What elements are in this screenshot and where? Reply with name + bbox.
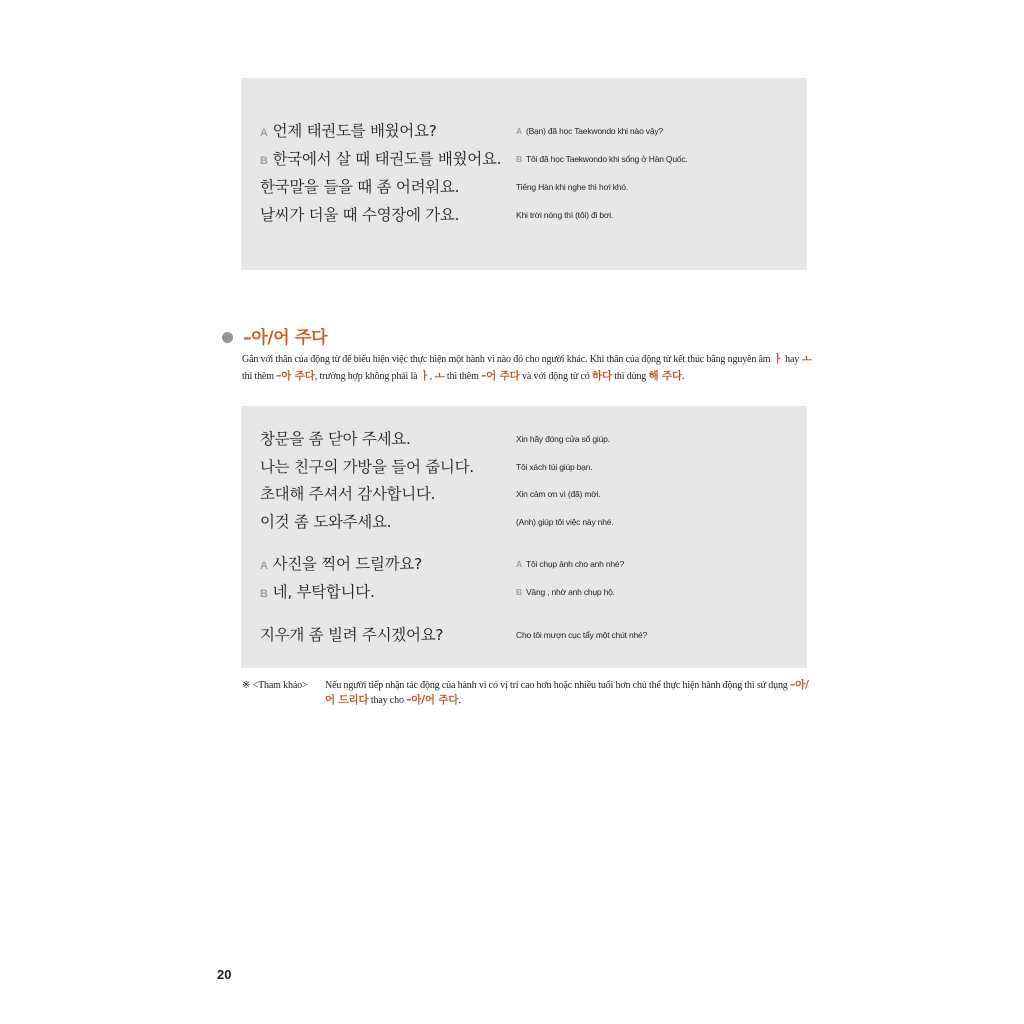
korean-text: 한국에서 살 때 태권도를 배웠어요.	[272, 150, 502, 168]
speaker-marker: A	[516, 126, 522, 136]
bullet-icon	[222, 332, 233, 343]
speaker-marker: A	[516, 559, 522, 569]
form-highlight: 하다	[591, 370, 612, 382]
vietnamese-translation: Xin cảm ơn vì (đã) mời.	[516, 489, 601, 499]
speaker-marker: B	[260, 588, 268, 600]
korean-sentence: 지우개 좀 빌려 주시겠어요?	[260, 626, 444, 644]
korean-sentence: 초대해 주셔서 감사합니다.	[260, 485, 436, 503]
speaker-marker: A	[260, 560, 268, 572]
form-highlight: 해 주다	[648, 370, 683, 382]
note-text: .	[458, 695, 461, 706]
page-number: 20	[217, 967, 232, 982]
vietnamese-text: Tôi đã học Taekwondo khi sống ở Hàn Quốc.	[525, 154, 688, 164]
korean-sentence: 이것 좀 도와주세요.	[260, 513, 392, 531]
korean-sentence: 나는 친구의 가방을 들어 줍니다.	[260, 458, 474, 476]
korean-text: 언제 태권도를 배웠어요?	[272, 122, 437, 140]
korean-text: 사진을 찍어 드릴까요?	[272, 555, 422, 573]
vietnamese-text: Tôi chụp ảnh cho anh nhé?	[525, 559, 624, 569]
speaker-marker: A	[260, 127, 268, 139]
desc-text: hay	[782, 354, 802, 365]
note-body	[325, 678, 812, 708]
note-text: Nếu người tiếp nhận tác động của hành vi có vị trí cao hơn hoặc nhiều tuổi hơn chủ thể thực hiện hành động thì sử dụng	[325, 680, 791, 691]
form-highlight: –아 주다	[276, 370, 315, 382]
vietnamese-translation: Cho tôi mượn cục tẩy một chút nhé?	[516, 630, 648, 640]
vietnamese-translation	[516, 149, 688, 169]
note-label: ※ <Tham khảo>	[242, 680, 308, 691]
form-highlight: –아/어 주다	[406, 694, 459, 706]
form-highlight: –아/어 드리다	[325, 679, 809, 706]
vietnamese-translation	[516, 582, 615, 602]
speaker-marker: B	[516, 154, 522, 164]
vietnamese-translation: Tiếng Hàn khi nghe thì hơi khó.	[516, 182, 628, 192]
vowel-highlight: ㅗ	[434, 370, 445, 382]
desc-text: ,	[429, 371, 435, 382]
example-box-1	[241, 78, 807, 270]
korean-text: 네, 부탁합니다.	[272, 583, 375, 601]
desc-text: thì dùng	[611, 371, 649, 382]
desc-text: , trường hợp không phải là	[314, 371, 420, 382]
korean-sentence	[260, 554, 422, 576]
form-highlight: –어 주다	[481, 370, 520, 382]
vietnamese-translation: Khi trời nóng thì (tôi) đi bơi.	[516, 210, 614, 220]
example-box-2	[241, 406, 807, 668]
section-title: –아/어 주다	[243, 328, 328, 348]
desc-text: Gắn với thân của động từ để biểu hiện việc thực hiện một hành vi nào đó cho người khác. Khi thân của động từ kết thúc bằng nguyên âm	[242, 354, 773, 365]
desc-text: và với động từ có	[519, 371, 592, 382]
vietnamese-text: (Bạn) đã học Taekwondo khi nào vậy?	[525, 126, 663, 136]
vietnamese-translation	[516, 121, 663, 141]
vowel-highlight: ㅏ	[419, 370, 430, 382]
korean-sentence	[260, 582, 375, 604]
korean-sentence: 창문을 좀 닫아 주세요.	[260, 430, 411, 448]
note-text: thay cho	[368, 695, 407, 706]
desc-text: .	[682, 371, 685, 382]
speaker-marker: B	[516, 587, 522, 597]
vietnamese-translation: Xin hãy đóng cửa sổ giúp.	[516, 434, 610, 444]
korean-sentence	[260, 149, 501, 171]
vowel-highlight: ㅏ	[772, 353, 783, 365]
desc-text: thì thêm	[242, 371, 277, 382]
vietnamese-translation	[516, 554, 624, 574]
speaker-marker: B	[260, 155, 268, 167]
vietnamese-text: Vâng , nhờ anh chụp hộ.	[525, 587, 615, 597]
vietnamese-translation: Tôi xách túi giúp bạn.	[516, 462, 593, 472]
vowel-highlight: ㅗ	[801, 353, 812, 365]
vietnamese-translation: (Anh) giúp tôi việc này nhé.	[516, 517, 614, 527]
korean-sentence	[260, 121, 437, 143]
desc-text: thì thêm	[444, 371, 482, 382]
korean-sentence: 날씨가 더울 때 수영장에 가요.	[260, 206, 460, 224]
grammar-description	[242, 351, 812, 385]
korean-sentence: 한국말을 들을 때 좀 어려워요.	[260, 178, 460, 196]
